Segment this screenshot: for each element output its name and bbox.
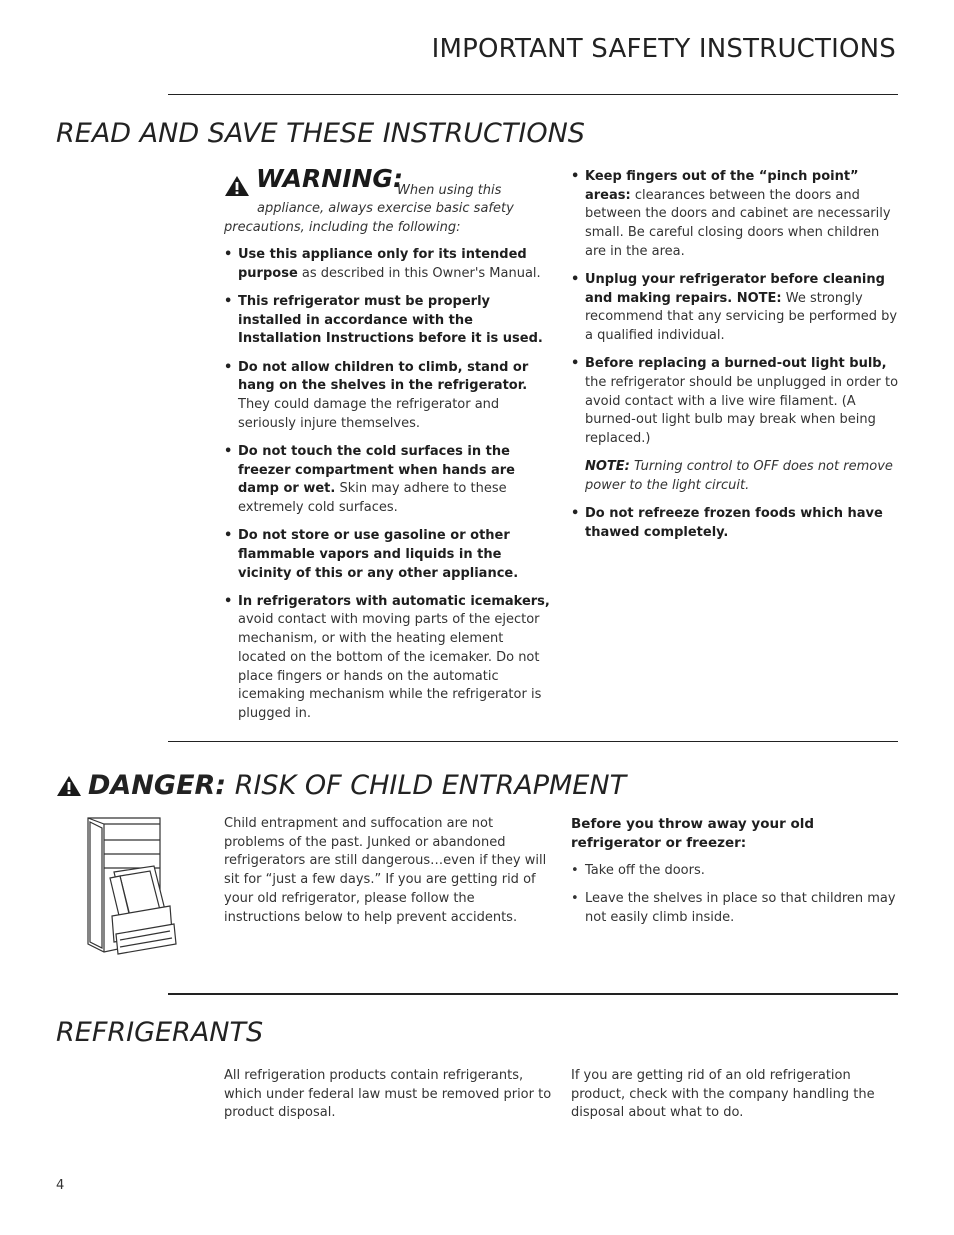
disposal-step: • Take off the doors.	[571, 862, 901, 881]
danger-title	[88, 770, 626, 801]
safety-item	[571, 168, 901, 262]
safety-item	[571, 505, 901, 542]
danger-label: DANGER:	[88, 770, 227, 801]
safety-item-bold: Before replacing a burned-out light bulb,	[585, 356, 887, 372]
safety-item-text: the refrigerator should be unplugged in order to avoid contact with a live wire filament. (A burned-out light bulb may break when being replaced.)	[585, 375, 899, 447]
safety-item	[224, 527, 554, 583]
refrigerants-left-text: All refrigeration products contain refrigerants, which under federal law must be removed prior to product disposal.	[224, 1068, 552, 1121]
open-refrigerator-illustration	[84, 814, 180, 956]
safety-item	[224, 293, 554, 349]
disposal-subheading: Before you throw away your old refrigerator or freezer:	[571, 816, 815, 851]
warning-triangle-icon	[224, 175, 250, 197]
warning-column	[224, 164, 554, 733]
page-number: 4	[56, 1178, 65, 1193]
note-label: NOTE:	[585, 459, 630, 475]
danger-divider	[168, 741, 898, 742]
danger-body-text: Child entrapment and suffocation are not problems of the past. Junked or abandoned refrigerators are still dangerous…even if they will sit for “just a few days.” If you are getting rid of your old refrigerator, please follow the instructions below to help prevent accidents.	[224, 816, 547, 925]
safety-item-bold: Do not allow children to climb, stand or hang on the shelves in the refrigerator.	[238, 359, 529, 394]
safety-item-text: Skin may adhere to these extremely cold surfaces.	[238, 481, 507, 515]
safety-item	[571, 271, 901, 346]
safety-item-bold: Keep fingers out of the “pinch point” areas:	[585, 169, 859, 203]
safety-item-bold: Do not store or use gasoline or other flammable vapors and liquids in the vicinity of this or any other appliance.	[238, 528, 519, 581]
page-header-title: IMPORTANT SAFETY INSTRUCTIONS	[431, 34, 896, 64]
safety-item	[571, 355, 901, 449]
safety-item	[224, 443, 554, 518]
warning-label: WARNING:	[256, 164, 403, 193]
safety-item-bold: Do not touch the cold surfaces in the freezer compartment when hands are damp or wet.	[238, 443, 515, 497]
warning-heading	[224, 164, 554, 200]
danger-body-column	[224, 815, 554, 927]
light-circuit-note	[571, 458, 901, 495]
safety-right-column	[571, 168, 901, 552]
safety-item-bold: In refrigerators with automatic icemakers,	[238, 593, 550, 609]
safety-item	[224, 359, 554, 434]
safety-item-text: as described in this Owner's Manual.	[301, 265, 541, 281]
warning-intro-line-1: When using this	[397, 183, 502, 198]
warning-intro-line-2: appliance, always exercise basic safety	[257, 201, 514, 216]
safety-item-bold: Use this appliance only for its intended purpose	[238, 247, 527, 281]
disposal-steps-column	[571, 815, 901, 937]
refrigerants-divider	[168, 993, 898, 995]
header-divider	[168, 94, 898, 95]
disposal-step: • Leave the shelves in place so that children may not easily climb inside.	[571, 890, 901, 927]
safety-item	[224, 593, 554, 724]
safety-item-bold: Do not refreeze frozen foods which have thawed completely.	[585, 506, 883, 540]
warning-triangle-icon	[56, 775, 82, 797]
safety-item-bold: Unplug your refrigerator before cleaning and making repairs. NOTE:	[585, 272, 885, 306]
danger-heading-text: RISK OF CHILD ENTRAPMENT	[234, 770, 627, 801]
warning-intro-line-3: precautions, including the following:	[224, 219, 461, 235]
safety-item-bold: This refrigerator must be properly installed in accordance with the Installation Instructions before it is used.	[238, 293, 543, 347]
refrigerants-left-column	[224, 1067, 552, 1123]
safety-item-text: We strongly recommend that any servicing be performed by a qualified individual.	[585, 290, 898, 344]
refrigerants-right-column	[571, 1067, 901, 1123]
safety-item-text: clearances between the doors and between the doors and cabinet are necessarily small. Be careful closing doors when children are in the area.	[585, 187, 891, 259]
refrigerants-title: REFRIGERANTS	[56, 1017, 264, 1048]
refrigerants-right-text: If you are getting rid of an old refrigeration product, check with the company handling the disposal about what to do.	[571, 1068, 875, 1121]
read-save-title: READ AND SAVE THESE INSTRUCTIONS	[56, 118, 585, 149]
note-text: Turning control to OFF does not remove power to the light circuit.	[585, 459, 893, 494]
safety-item	[224, 246, 554, 283]
safety-item-text: They could damage the refrigerator and seriously injure themselves.	[238, 396, 500, 431]
safety-item-text: avoid contact with moving parts of the ejector mechanism, or with the heating element located on the bottom of the icemaker. Do not place fingers or hands on the automatic icemaking mechanism while the refrigerator is plugged in.	[238, 612, 542, 721]
